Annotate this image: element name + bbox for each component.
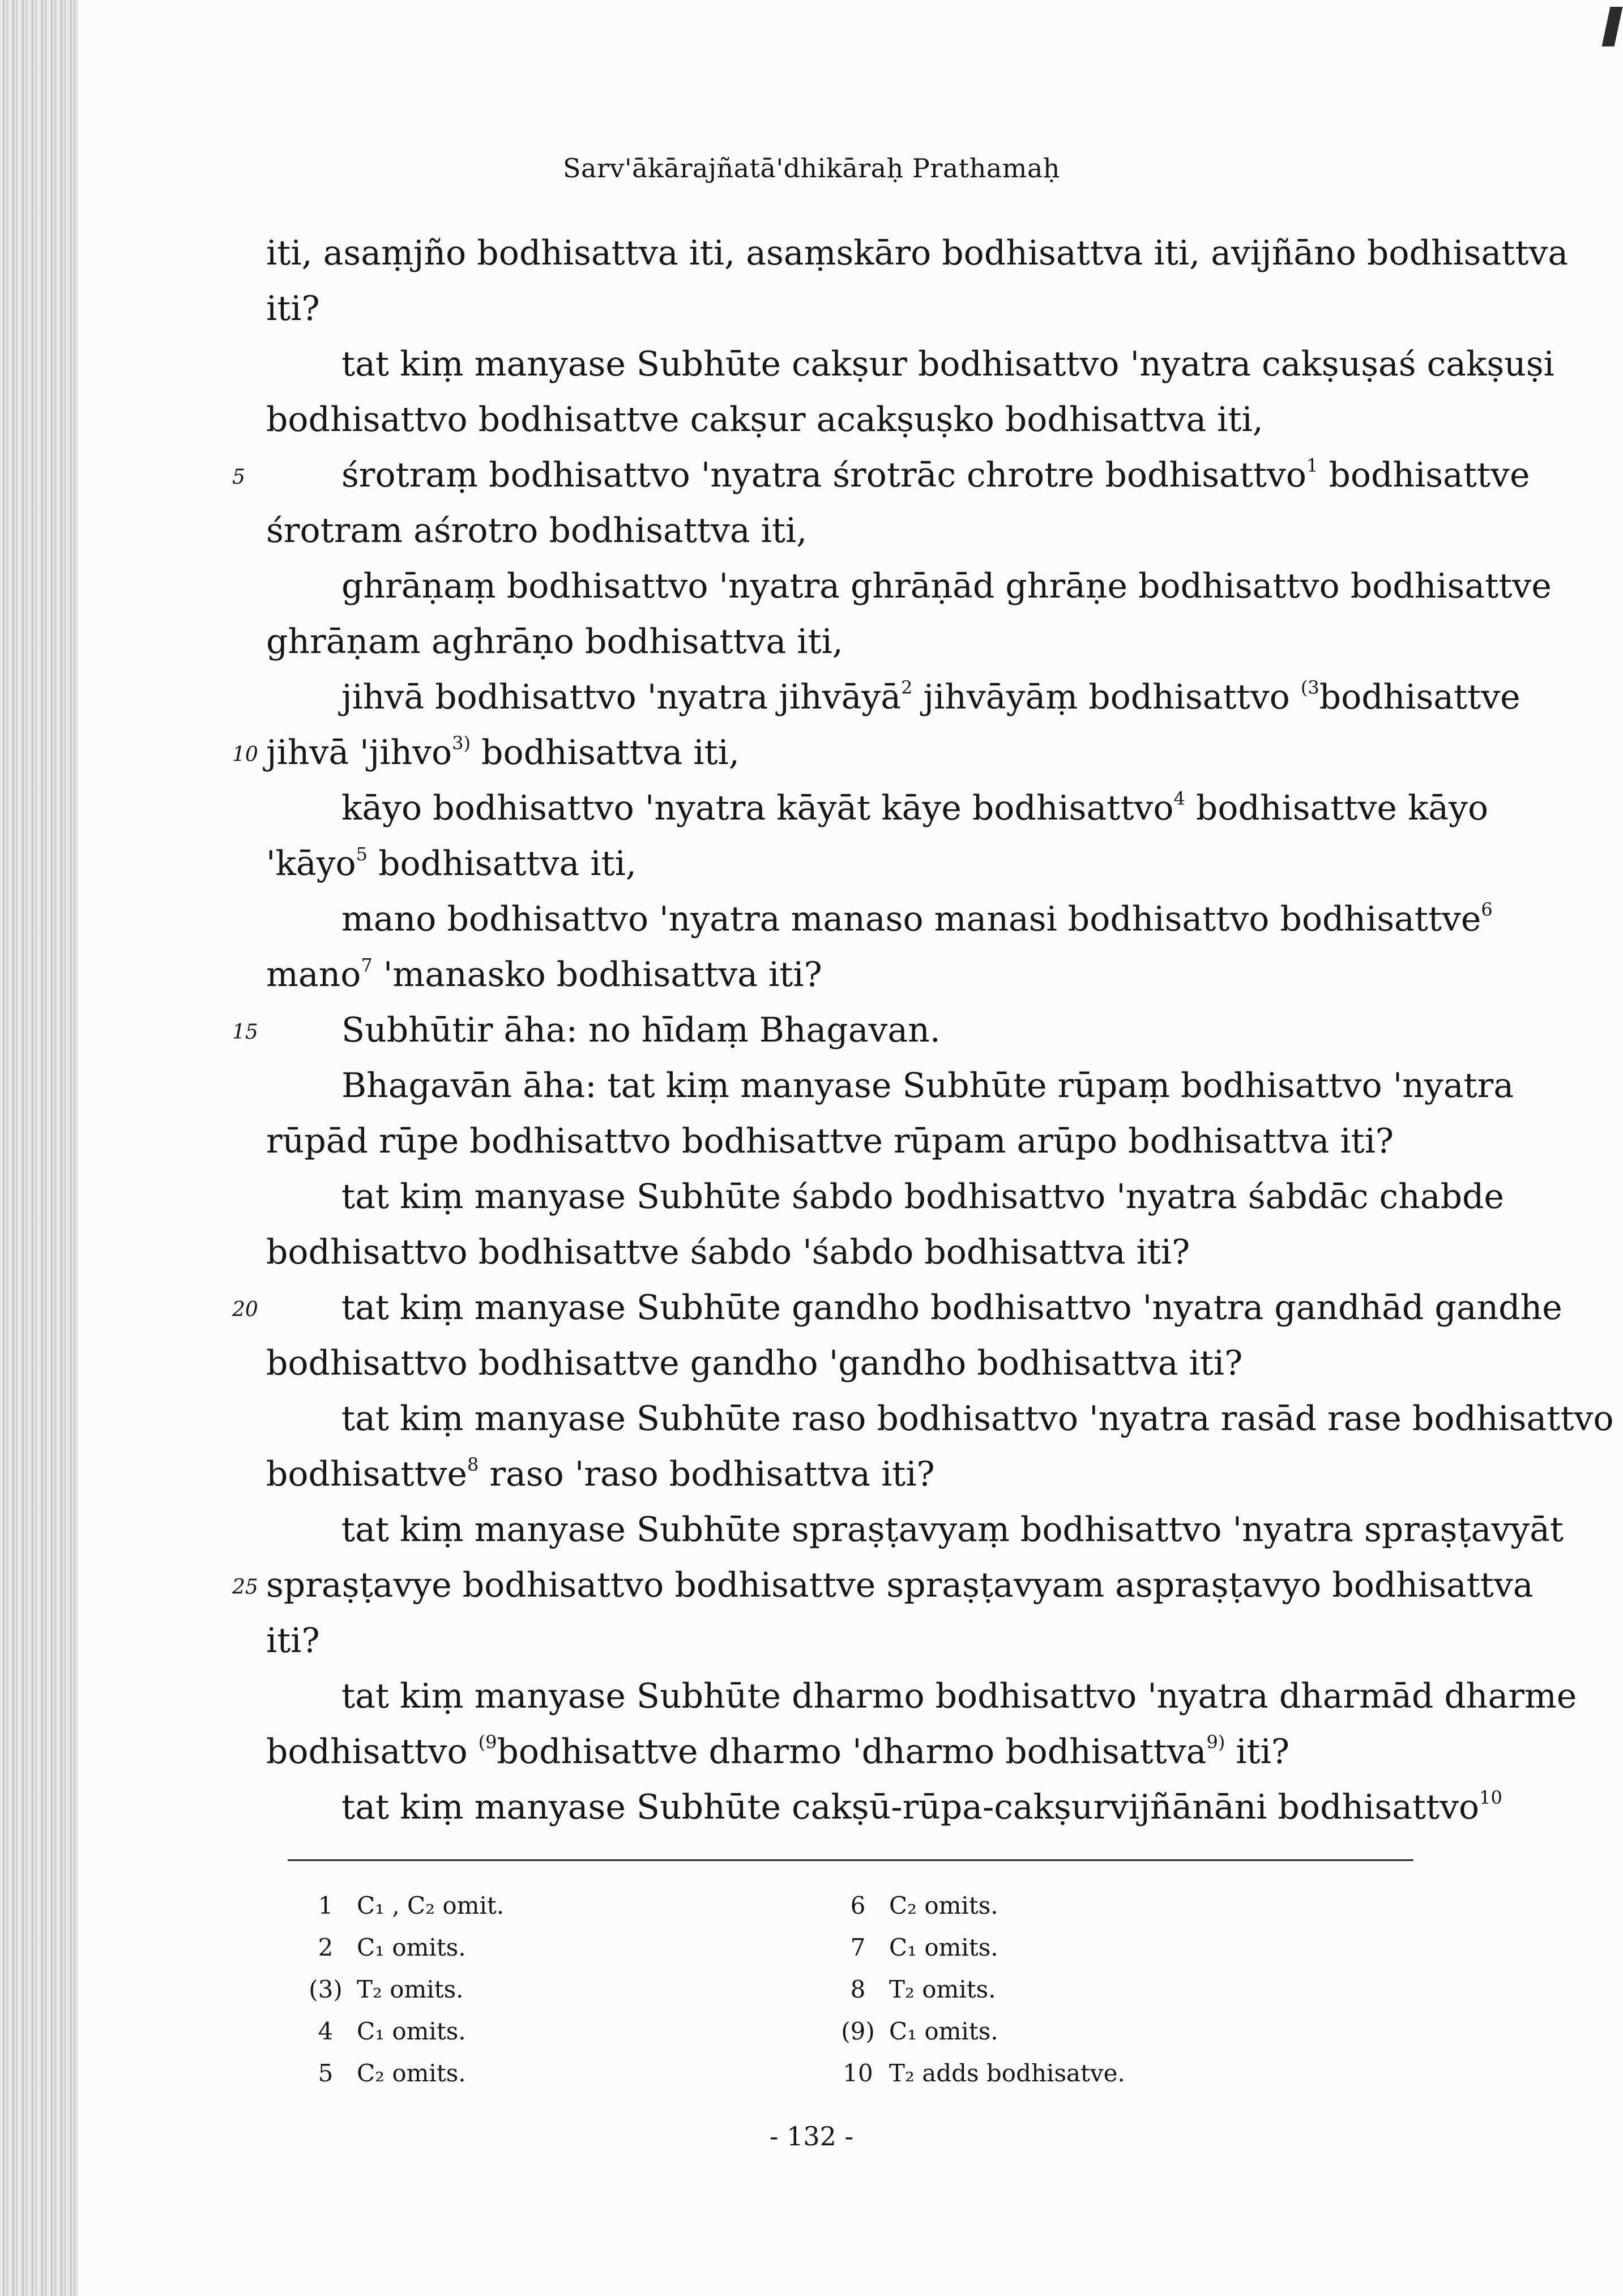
text-segment: jihvā bodhisattvo 'nyatra jihvāyā: [341, 677, 902, 717]
text-line: [266, 780, 1489, 836]
text-segment: 'kāyo: [266, 844, 356, 884]
text-segment: kāyo bodhisattvo 'nyatra kāyāt kāye bodhisattvo: [341, 788, 1174, 828]
text-segment: iti?: [266, 1621, 320, 1661]
footnote-number: 4: [318, 2017, 334, 2045]
scan-corner-mark: [1602, 7, 1623, 46]
footnote-marker: (9: [478, 1731, 497, 1753]
footnote-divider: [288, 1859, 1413, 1861]
text-segment: tat kiṃ manyase Subhūte gandho bodhisattvo 'nyatra gandhād gandhe: [341, 1288, 1562, 1328]
line-number: 5: [232, 466, 245, 489]
text-segment: bodhisattve: [1318, 455, 1530, 495]
text-segment: 'manasko bodhisattva iti?: [372, 955, 822, 995]
text-segment: tat kiṃ manyase Subhūte dharmo bodhisattvo 'nyatra dharmād dharme: [341, 1676, 1577, 1716]
footnote-text: T₂ omits.: [889, 1975, 996, 2003]
text-segment: ghrāṇam aghrāṇo bodhisattva iti,: [266, 622, 843, 662]
text-segment: mano: [266, 955, 361, 995]
text-line: [266, 836, 1444, 891]
text-line: [232, 447, 1530, 503]
running-header: Sarv'ākārajñatā'dhikāraḥ Prathamaḥ: [563, 153, 1060, 183]
footnote: [827, 1885, 1336, 1927]
text-line: [266, 891, 1493, 947]
text-segment: bodhisattva iti,: [470, 733, 740, 773]
text-segment: mano bodhisattvo 'nyatra manaso manasi bodhisattvo bodhisattve: [341, 899, 1481, 939]
footnote: [294, 2052, 804, 2094]
footnotes-right-column: [827, 1885, 1336, 2094]
line-number: 15: [232, 1021, 258, 1044]
footnote: [294, 1927, 804, 1969]
footnote-marker: 3): [452, 732, 471, 754]
text-line: [266, 947, 1444, 1002]
text-line: [232, 725, 1444, 780]
text-line: [266, 225, 1569, 281]
text-segment: ghrāṇaṃ bodhisattvo 'nyatra ghrāṇād ghrāṇe bodhisattvo bodhisattve: [341, 566, 1552, 606]
footnote-number: (3): [309, 1975, 343, 2003]
text-segment: rūpād rūpe bodhisattvo bodhisattve rūpam arūpo bodhisattva iti?: [266, 1121, 1394, 1161]
footnote-number: 7: [850, 1934, 866, 1961]
text-segment: spraṣṭavye bodhisattvo bodhisattve spraṣṭavyam aspraṣṭavyo bodhisattva: [266, 1565, 1534, 1605]
text-line: [266, 1668, 1577, 1724]
footnote-number: 2: [318, 1934, 334, 1961]
footnote-number: 8: [850, 1975, 866, 2003]
text-segment: tat kiṃ manyase Subhūte śabdo bodhisattvo 'nyatra śabdāc chabde: [341, 1177, 1504, 1217]
text-segment: Subhūtir āha: no hīdaṃ Bhagavan.: [341, 1010, 941, 1050]
footnote-number: 5: [318, 2059, 334, 2087]
text-segment: bodhisattvo bodhisattve gandho 'gandho bodhisattva iti?: [266, 1343, 1243, 1383]
text-segment: raso 'raso bodhisattva iti?: [479, 1454, 935, 1494]
text-line: [266, 1779, 1502, 1835]
text-segment: jihvā 'jihvo: [266, 733, 452, 773]
footnote-text: T₂ omits.: [357, 1975, 464, 2003]
text-segment: tat kiṃ manyase Subhūte spraṣṭavyaṃ bodhisattvo 'nyatra spraṣṭavyāt: [341, 1510, 1564, 1550]
footnote-marker: 8: [467, 1454, 479, 1475]
text-segment: iti?: [1225, 1732, 1290, 1772]
footnote: [294, 1969, 804, 2011]
text-line: [266, 614, 1444, 669]
footnote-marker: (3: [1300, 677, 1319, 698]
text-segment: tat kiṃ manyase Subhūte cakṣur bodhisattvo 'nyatra cakṣuṣaś cakṣuṣi: [341, 344, 1554, 384]
footnote: [827, 1927, 1336, 1969]
text-line: [266, 392, 1444, 447]
footnote-text: C₁ , C₂ omit.: [357, 1892, 505, 1919]
footnote-marker: 10: [1479, 1787, 1502, 1808]
text-segment: tat kiṃ manyase Subhūte raso bodhisattvo 'nyatra rasād rase bodhisattvo: [341, 1399, 1614, 1439]
text-segment: iti, asaṃjño bodhisattva iti, asaṃskāro bodhisattva iti, avijñāno bodhisattva: [266, 233, 1569, 273]
footnote-text: C₂ omits.: [357, 2059, 466, 2087]
text-line: [266, 558, 1552, 614]
footnote-text: C₁ omits.: [357, 2017, 466, 2045]
text-segment: bodhisattve kāyo: [1185, 788, 1489, 828]
footnote-text: C₁ omits.: [889, 2017, 998, 2045]
text-segment: bodhisattva iti,: [368, 844, 637, 884]
line-number: 25: [232, 1576, 258, 1599]
footnote-marker: 2: [901, 677, 913, 698]
text-line: [266, 1224, 1444, 1280]
text-segment: Bhagavān āha: tat kiṃ manyase Subhūte rūpaṃ bodhisattvo 'nyatra: [341, 1066, 1514, 1106]
footnote-number: 10: [843, 2059, 873, 2087]
page-number: - 132 -: [769, 2121, 854, 2152]
text-line: [266, 1613, 1444, 1668]
line-number: 20: [232, 1298, 258, 1321]
footnote-marker: 1: [1306, 455, 1318, 476]
text-segment: bodhisattve: [1319, 677, 1521, 717]
text-segment: bodhisattvo: [266, 1732, 479, 1772]
text-segment: śrotram aśrotro bodhisattva iti,: [266, 511, 808, 550]
text-line: [232, 1002, 1444, 1058]
text-segment: śrotraṃ bodhisattvo 'nyatra śrotrāc chrotre bodhisattvo: [341, 455, 1307, 495]
text-line: [266, 1169, 1504, 1224]
text-line: [266, 1502, 1564, 1557]
footnote: [827, 2011, 1336, 2052]
text-segment: tat kiṃ manyase Subhūte cakṣū-rūpa-cakṣurvijñānāni bodhisattvo: [341, 1787, 1480, 1827]
footnote: [827, 1969, 1336, 2011]
text-segment: bodhisattve: [266, 1454, 467, 1494]
footnote-text: T₂ adds bodhisatve.: [889, 2059, 1125, 2087]
text-line: [266, 1113, 1444, 1169]
main-text: [232, 225, 1614, 1835]
text-line: [266, 1335, 1444, 1391]
text-segment: iti?: [266, 289, 320, 328]
footnote-marker: 7: [361, 954, 373, 976]
footnote-marker: 4: [1173, 788, 1185, 809]
footnote-text: C₁ omits.: [889, 1934, 998, 1961]
footnote-marker: 9): [1206, 1731, 1225, 1753]
text-segment: jihvāyāṃ bodhisattvo: [912, 677, 1301, 717]
text-line: [266, 336, 1554, 392]
text-line: [232, 1280, 1562, 1335]
footnote-text: C₁ omits.: [357, 1934, 466, 1961]
footnotes-left-column: [294, 1885, 804, 2094]
footnote-marker: 5: [356, 843, 368, 865]
footnote: [294, 1885, 804, 1927]
text-line: [266, 1446, 1444, 1502]
line-number: 10: [232, 743, 258, 766]
footnote-text: C₂ omits.: [889, 1892, 998, 1919]
footnote: [294, 2011, 804, 2052]
scan-binding-edge: [0, 0, 78, 2296]
footnote-marker: 6: [1481, 899, 1493, 920]
text-segment: bodhisattvo bodhisattve cakṣur acakṣuṣko bodhisattva iti,: [266, 400, 1263, 439]
text-line: [266, 1391, 1614, 1446]
text-line: [266, 281, 1444, 336]
text-line: [266, 669, 1521, 725]
text-line: [266, 503, 1444, 558]
text-segment: bodhisattvo bodhisattve śabdo 'śabdo bodhisattva iti?: [266, 1232, 1190, 1272]
text-segment: bodhisattve dharmo 'dharmo bodhisattva: [497, 1732, 1207, 1772]
text-line: [266, 1724, 1444, 1779]
text-line: [232, 1557, 1534, 1613]
footnote-number: 1: [318, 1892, 334, 1919]
footnote-number: (9): [841, 2017, 875, 2045]
footnote: [827, 2052, 1336, 2094]
footnote-number: 6: [850, 1892, 866, 1919]
text-line: [266, 1058, 1514, 1113]
